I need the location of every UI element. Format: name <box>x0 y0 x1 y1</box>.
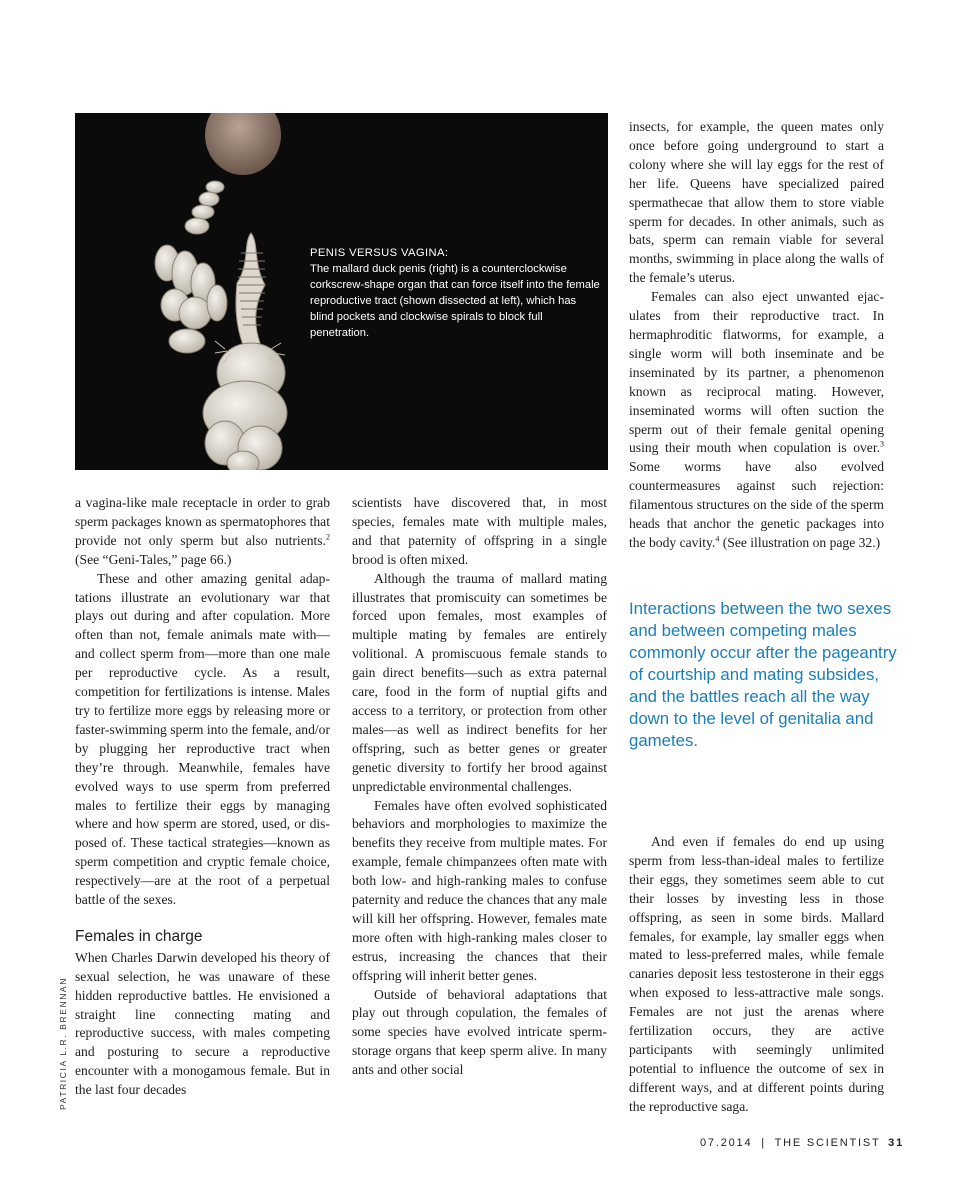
paragraph: Outside of behavioral adaptations that play out through copulation, the females of some species have evolved intricate sperm-storage organs that keep sperm alive. In many ants and other social <box>352 986 607 1078</box>
paragraph: Although the trauma of mallard mating illustrates that promiscuity can sometimes be forced upon females, most examples of multiple mating by females are entirely volitional. A promiscuous female stands to gain direct benefits—such as extra paternal care, food in the form of nuptial gifts and access to a territory, or protection from other males—as well as indirect benefits for her offspring, such as better genes or greater genetic diversity to fortify her brood against unpredictable environmental challenges. <box>352 570 607 794</box>
caption-body: The mallard duck penis (right) is a counterclockwise corkscrew-shape organ that can force itself into the female reproductive tract (shown dissected at left), which has blind pockets and clockwise spirals to block full penetration. <box>310 263 600 339</box>
text-run: Females can also eject unwanted ejaculates from their reproductive tract. In hermaphroditic flatworms, for example, a single worm will both inseminate and be inseminated by its partner, a phenomenon known as reciprocal mating. However, inseminated worms will often suction the sperm out of their female genital opening using their mouth when copulation is over. <box>629 289 884 456</box>
paragraph: insects, for example, the queen mates only once before going underground to start a colony where she will lay eggs for the rest of her life. Queens have specialized paired spermathecae that allow them to store viable sperm for decades. In other animals, such as bats, sperm can remain viable for several months, swimming in place along the walls of the female’s uterus. <box>629 119 884 286</box>
magazine-name: THE SCIENTIST <box>774 1137 881 1149</box>
paragraph: And even if females do end up using sperm from less-than-ideal males to fertilize their eggs, they sometimes seem able to cut their losses by investing less in those offspring, as seen in some birds. Mallard females, for example, lay smaller eggs when mated to less-preferred males, while female canaries deposit less testosterone in their eggs when exposed to less-attractive male songs. Females are not just the arenas where fertilization occurs, they are active participants with seemingly unlimited potential to influence the outcome of sex in different ways, and at different points during the reproductive saga. <box>629 834 884 1114</box>
female-tract-shape <box>155 181 227 353</box>
paragraph <box>75 494 330 570</box>
male-organ-shape <box>236 233 266 345</box>
figure-caption <box>310 245 600 341</box>
footnote-ref: 2 <box>326 532 330 542</box>
column-2 <box>352 494 607 1080</box>
sac-shape <box>205 113 281 175</box>
base-tissue-shape <box>203 343 287 470</box>
paragraph <box>629 288 884 553</box>
text-run: (See “Geni-Tales,” page 66.) <box>75 551 232 567</box>
issue-date: 07.2014 <box>700 1137 753 1149</box>
text-run: Some worms have also evolved countermeasures against such rejection: filamentous structures on the side of the sperm heads that anchor the genetic packages into the body cavity. <box>629 459 884 550</box>
column-1 <box>75 494 330 1100</box>
paragraph: Females have often evolved sophisticated behaviors and morphologies to maximize the benefits they receive from multiple mates. For example, female chimpanzees often mate with both low- and high-ranking males to confuse paternity and reduce the chances that any male will kill her offspring. However, females mate more often with high-ranking males closer to estrus, increasing the chances that their offspring will inherit better genes. <box>352 797 607 983</box>
column-3-top <box>629 118 884 553</box>
page-footer <box>700 1137 904 1149</box>
caption-title: PENIS VERSUS VAGINA: <box>310 247 449 259</box>
pull-quote: Interactions between the two sexes and between competing males commonly occur after the pageantry of courtship and mating subsides, and the battles reach all the way down to the level of genitalia and gametes. <box>629 599 897 750</box>
figure-photo <box>75 113 608 470</box>
column-3-bottom <box>629 833 884 1117</box>
footnote-ref: 3 <box>880 439 884 449</box>
photo-credit: PATRICIA L.R. BRENNAN <box>58 977 68 1110</box>
paragraph: When Charles Darwin developed his theory of sexual selection, he was unaware of these hidden reproductive battles. He envisioned a straight line connecting mating and reproductive success, with males competing and posturing to secure a reproductive encounter with a monogamous female. But in the last four decades <box>75 949 330 1098</box>
page-number: 31 <box>888 1137 904 1149</box>
text-run: (See illustration on page 32.) <box>719 534 881 550</box>
paragraph: These and other amazing genital adaptations illustrate an evolutionary war that plays out during and after copulation. More often than not, female animals mate with—and collect sperm from—more than one male per reproductive cycle. As a result, competition for fertilizations is intense. Males try to fertilize more eggs by releasing more or faster-swimming sperm into the female, and/or by plugging her reproductive tract when they’re through. Meanwhile, females have evolved ways to use sperm from preferred males to fertilize their eggs by managing where and how sperm are stored, used, or disposed of. These tactical strategies—known as sperm competition and cryptic female choice, respectively—are at the root of a perpetual battle of the sexes. <box>75 570 330 908</box>
text-run: a vagina-like male receptacle in order to grab sperm packages known as spermatophores that provide not only sperm but also nutrients. <box>75 495 330 548</box>
footnote-ref: 4 <box>715 534 720 544</box>
footer-separator: | <box>761 1137 766 1149</box>
section-subhead: Females in charge <box>75 927 203 945</box>
paragraph: scientists have discovered that, in most species, females mate with multiple males, and that paternity of offspring in a single brood is often mixed. <box>352 495 607 567</box>
